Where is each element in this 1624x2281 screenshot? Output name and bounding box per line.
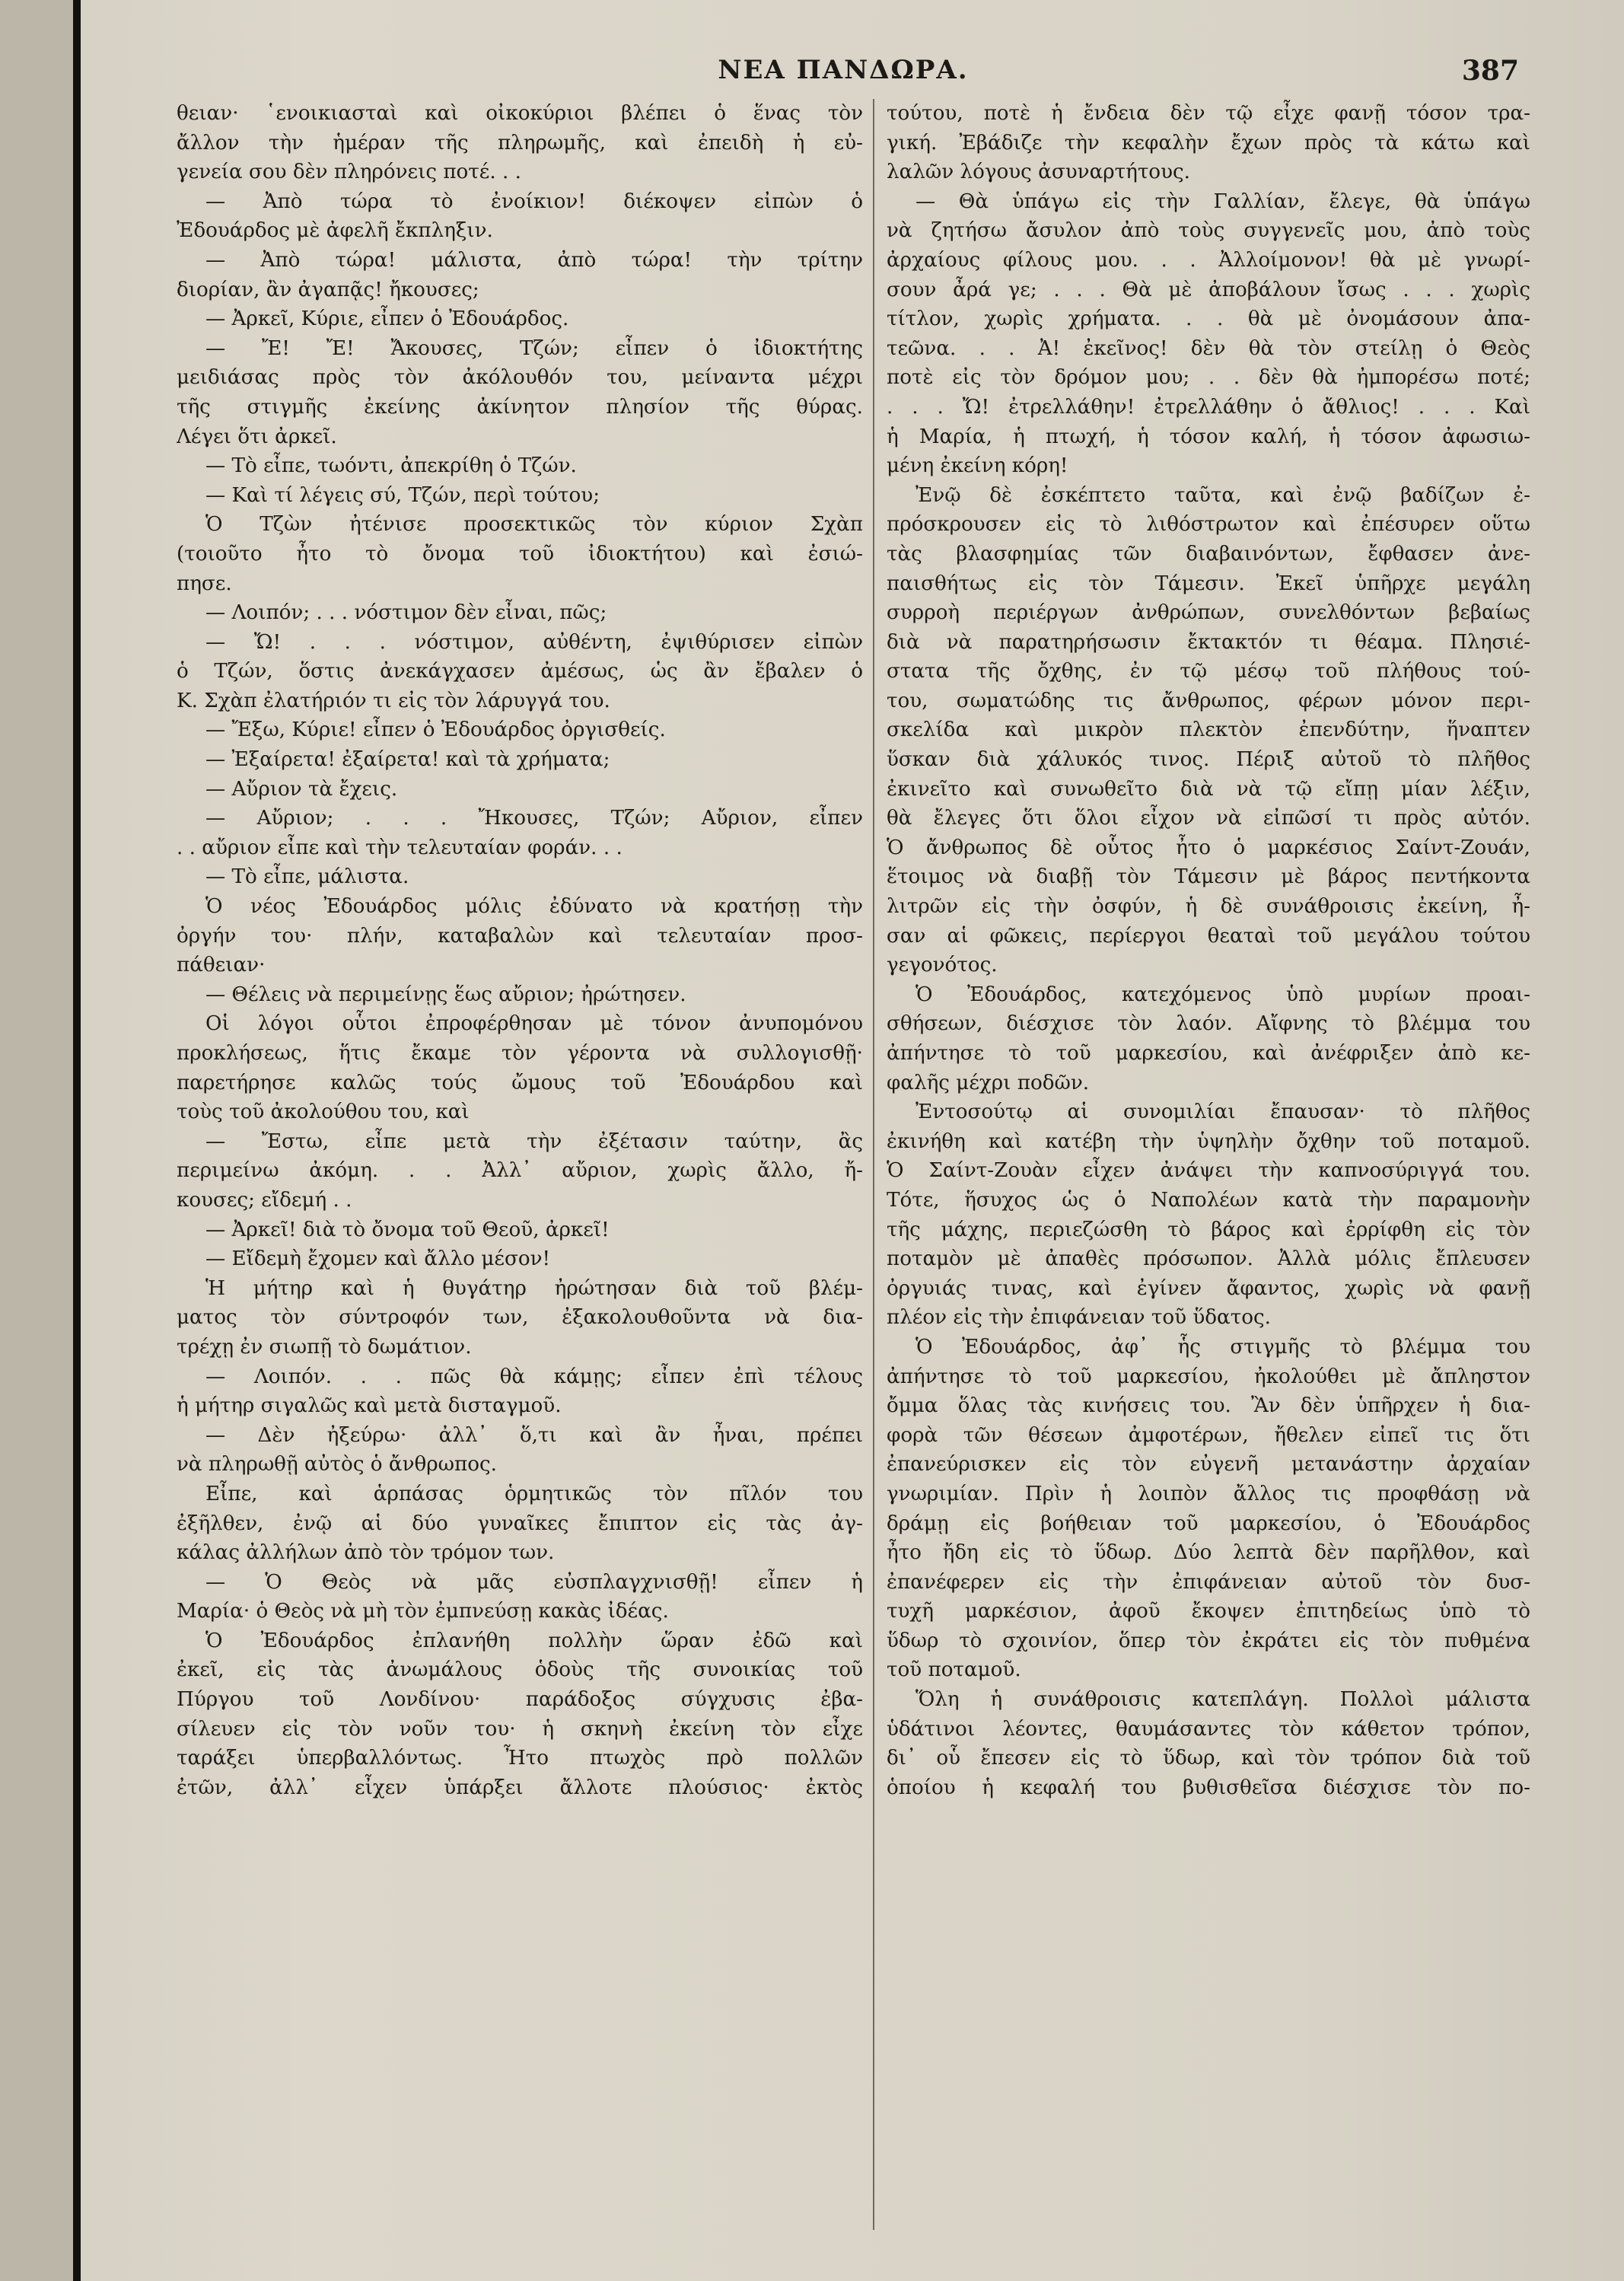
text-line: ἐξῆλθεν, ἐνῷ αἱ δύο γυναῖκες ἔπιπτον εἰς τὰς ἀγ-: [177, 1512, 863, 1535]
binding-shadow-line: [73, 0, 81, 2281]
text-line: ὄμμα ὅλας τὰς κινήσεις του. Ἂν δὲν ὑπῆρχεν ἡ δια-: [887, 1394, 1530, 1418]
text-line: συρροὴ περιέργων ἀνθρώπων, συνελθόντων βεβαίως: [887, 601, 1530, 625]
text-line: . . αὔριον εἶπε καὶ τὴν τελευταίαν φοράν. . .: [177, 836, 623, 859]
text-line: πάθειαν·: [177, 954, 266, 977]
text-line: — Ἐξαίρετα! ἐξαίρετα! καὶ τὰ χρήματα;: [205, 748, 610, 772]
text-line: Λέγει ὅτι ἀρκεῖ.: [177, 425, 337, 448]
text-line: — Ἔξω, Κύριε! εἶπεν ὁ Ἐδουάρδος ὀργισθείς.: [205, 718, 666, 742]
text-line: ἀπήντησε τὸ τοῦ μαρκεσίου, ἠκολούθει μὲ ἄπληστον: [887, 1365, 1530, 1388]
text-line: παρετήρησε καλῶς τούς ὤμους τοῦ Ἐδουάρδου καὶ: [177, 1071, 863, 1094]
running-title: ΝΕΑ ΠΑΝΔΩΡΑ.: [718, 55, 969, 85]
text-line: Κ. Σχὰπ ἐλατήριόν τι εἰς τὸν λάρυγγά του.: [177, 689, 610, 712]
text-line: παισθήτως εἰς τὸν Τάμεσιν. Ἐκεῖ ὑπῆρχε μεγάλη: [887, 572, 1530, 595]
text-line: Ὁ Ἐδουάρδος, ἀφ᾽ ἧς στιγμῆς τὸ βλέμμα του: [915, 1335, 1530, 1359]
text-line: Ἐνῷ δὲ ἐσκέπτετο ταῦτα, καὶ ἐνῷ βαδίζων ἐ-: [915, 483, 1530, 507]
text-line: νὰ ζητήσω ἄσυλον ἀπὸ τοὺς συγγενεῖς μου, ἀπὸ τοὺς: [887, 219, 1530, 243]
text-line: ποτὲ εἰς τὸν δρόμον μου; . . δὲν θὰ ἠμπορέσω ποτέ;: [887, 366, 1530, 390]
text-line: Πύργου τοῦ Λονδίνου· παράδοξος σύγχυσις ἐβα-: [177, 1688, 863, 1712]
text-line: — Ἔ! Ἔ! Ἄκουσες, Τζών; εἶπεν ὁ ἰδιοκτήτης: [205, 336, 863, 360]
text-line: — Αὔριον; . . . Ἤκουσες, Τζών; Αὔριον, εἶπεν: [205, 807, 863, 830]
text-line: Ἡ μήτηρ καὶ ἡ θυγάτηρ ἠρώτησαν διὰ τοῦ βλέμ-: [205, 1276, 863, 1300]
text-line: — Εἴδεμὴ ἔχομεν καὶ ἄλλο μέσον!: [205, 1247, 551, 1271]
text-line: ἕτοιμος νὰ διαβῇ τὸν Τάμεσιν μὲ βάρος πεντήκοντα: [887, 865, 1530, 889]
text-line: ἐτῶν, ἀλλ᾽ εἶχεν ὑπάρξει ἄλλοτε πλούσιος· ἐκτὸς: [177, 1776, 863, 1799]
text-line: — Ἀπὸ τώρα! μάλιστα, ἀπὸ τώρα! τὴν τρίτην: [205, 248, 863, 272]
text-line: ὑδάτινοι λέοντες, θαυμάσαντες τὸν κάθετον τρόπον,: [887, 1717, 1530, 1741]
text-line: — Ἀπὸ τώρα τὸ ἐνοίκιον! διέκοψεν εἰπὼν ὁ: [205, 190, 863, 213]
text-line: του, σωματώδης τις ἄνθρωπος, φέρων μόνον περι-: [887, 689, 1530, 712]
text-line: ὀργυιάς τινας, καὶ ἐγίνεν ἄφαντος, χωρὶς νὰ φανῇ: [887, 1276, 1530, 1300]
text-line: σκελίδα καὶ μικρὸν πλεκτὸν ἐπενδύτην, ἥναπτεν: [887, 718, 1530, 742]
text-line: σίλευεν εἰς τὸν νοῦν του· ἡ σκηνὴ ἐκείνη τὸν εἶχε: [177, 1717, 863, 1741]
text-line: Ὁ ἄνθρωπος δὲ οὗτος ἦτο ὁ μαρκέσιος Σαίντ-Ζουάν,: [887, 836, 1530, 859]
text-line: — Ἔστω, εἶπε μετὰ τὴν ἐξέτασιν ταύτην, ἂς: [205, 1129, 863, 1153]
text-line: ἄλλον τὴν ἡμέραν τῆς πληρωμῆς, καὶ ἐπειδὴ ἡ εὐ-: [177, 131, 863, 155]
text-line: τυχῆ μαρκέσιον, ἀφοῦ ἔκοψεν ἐπιτηδείως ὑπὸ τὸ: [887, 1600, 1530, 1623]
text-line: μένη ἐκείνη κόρη!: [887, 454, 1068, 478]
text-line: σαν αἱ φῶκεις, περίεργοι θεαταὶ τοῦ μεγάλου τούτου: [887, 924, 1530, 948]
text-line: τούτου, ποτὲ ἡ ἔνδεια δὲν τῷ εἶχε φανῇ τόσον τρα-: [887, 102, 1530, 125]
text-line: θὰ ἔλεγες ὅτι ὅλοι εἶχον νὰ εἰπῶσί τι πρὸς αὐτόν.: [887, 807, 1530, 830]
text-line: τὰς βλασφημίας τῶν διαβαινόντων, ἔφθασεν ἀνε-: [887, 542, 1530, 565]
text-line: σουν ἆρά γε; . . . Θὰ μὲ ἀποβάλουν ἴσως . . . χωρὶς: [887, 278, 1530, 301]
text-line: τρέχῃ ἐν σιωπῇ τὸ δωμάτιον.: [177, 1335, 472, 1359]
text-line: ὁ Τζών, ὅστις ἀνεκάγχασεν ἀμέσως, ὡς ἂν ἔβαλεν ὁ: [177, 660, 863, 683]
text-line: ἡ μήτηρ σιγαλῶς καὶ μετὰ δισταγμοῦ.: [177, 1394, 562, 1418]
text-line: τοὺς τοῦ ἀκολούθου του, καὶ: [177, 1101, 470, 1124]
text-line: — Λοιπόν. . . πῶς θὰ κάμῃς; εἶπεν ἐπὶ τέλους: [205, 1365, 863, 1388]
text-line: — Δὲν ἠξεύρω· ἀλλ᾽ ὅ,τι καὶ ἂν ἦναι, πρέπει: [205, 1423, 863, 1447]
text-line: γενεία σου δὲν πληρόνεις ποτέ. . .: [177, 161, 521, 184]
text-line: ὕδωρ τὸ σχοινίον, ὅπερ τὸν ἐκράτει εἰς τὸν πυθμένα: [887, 1629, 1530, 1652]
text-line: γνωριμίαν. Πρὶν ἡ λοιπὸν ἄλλος τις προφθάσῃ νὰ: [887, 1482, 1530, 1505]
text-line: Μαρία· ὁ Θεὸς νὰ μὴ τὸν ἐμπνεύσῃ κακὰς ἰδέας.: [177, 1600, 669, 1623]
text-line: . . . Ὤ! ἐτρελλάθην! ἐτρελλάθην ὁ ἄθλιος! . . . Καὶ: [887, 395, 1530, 419]
text-line: ταράξει ὑπερβαλλόντως. Ἦτο πτωχὸς πρὸ πολλῶν: [177, 1747, 863, 1770]
running-header: [167, 55, 1519, 93]
text-line: Ὁ Σαίντ-Ζουὰν εἶχεν ἀνάψει τὴν καπνοσύριγγά του.: [887, 1159, 1530, 1183]
text-line: Οἱ λόγοι οὗτοι ἐπροφέρθησαν μὲ τόνον ἀνυπομόνου: [205, 1012, 863, 1036]
text-line: θειαν· ῾ενοικιασταὶ καὶ οἰκοκύριοι βλέπει ὁ ἕνας τὸν: [177, 102, 863, 125]
right-text-column: [887, 99, 1530, 1802]
text-line: Εἶπε, καὶ ἁρπάσας ὁρμητικῶς τὸν πῖλόν του: [205, 1482, 863, 1505]
text-line: πρόσκρουσεν εἰς τὸ λιθόστρωτον καὶ ἐπέσυρεν οὕτω: [887, 513, 1530, 537]
page-binding-edge: [0, 0, 78, 2281]
text-line: φορὰ τῶν θέσεων ἀμφοτέρων, ἤθελεν εἰπεῖ τις ὅτι: [887, 1423, 1530, 1447]
text-line: μειδιάσας πρὸς τὸν ἀκόλουθόν του, μείναντα μέχρι: [177, 366, 863, 390]
text-line: τεῶνα. . . Ἀ! ἐκεῖνος! δὲν θὰ τὸν στείλῃ ὁ Θεὸς: [887, 336, 1530, 360]
text-line: τῆς μάχης, περιεζώσθη τὸ βάρος καὶ ἐρρίφθη εἰς τὸν: [887, 1218, 1530, 1241]
text-line: — Ἀρκεῖ! διὰ τὸ ὄνομα τοῦ Θεοῦ, ἀρκεῖ!: [205, 1218, 610, 1241]
text-line: φαλῆς μέχρι ποδῶν.: [887, 1071, 1090, 1094]
text-line: γική. Ἐβάδιζε τὴν κεφαλὴν ἔχων πρὸς τὰ κάτω καὶ: [887, 131, 1530, 155]
text-line: ἐκινεῖτο καὶ συνωθεῖτο διὰ νὰ τῷ εἴπῃ μίαν λέξιν,: [887, 777, 1530, 801]
text-line: νὰ πληρωθῇ αὐτὸς ὁ ἄνθρωπος.: [177, 1453, 497, 1477]
text-line: λαλῶν λόγους ἀσυναρτήτους.: [887, 161, 1190, 184]
text-line: (τοιοῦτο ἦτο τὸ ὄνομα τοῦ ἰδιοκτήτου) καὶ ἐσιώ-: [177, 542, 863, 565]
text-line: Ἐδουάρδος μὲ ἀφελῆ ἔκπληξιν.: [177, 219, 493, 243]
text-line: — Θέλεις νὰ περιμείνῃς ἕως αὔριον; ἠρώτησεν.: [205, 983, 686, 1006]
text-line: ματος τὸν σύντροφόν των, ἐξακολουθοῦντα νὰ δια-: [177, 1306, 863, 1330]
text-line: περιμείνω ἀκόμη. . . Ἀλλ᾽ αὔριον, χωρὶς ἄλλο, ἤ-: [177, 1159, 863, 1183]
text-line: — Αὔριον τὰ ἔχεις.: [205, 777, 398, 801]
text-line: ὀργήν του· πλήν, καταβαλὼν καὶ τελευταίαν προσ-: [177, 924, 863, 948]
text-line: ἀρχαίους φίλους μου. . . Ἀλλοίμονον! θὰ μὲ γνωρί-: [887, 248, 1530, 272]
text-line: πλέον εἰς τὴν ἐπιφάνειαν τοῦ ὕδατος.: [887, 1306, 1271, 1330]
text-line: — Ὁ Θεὸς νὰ μᾶς εὐσπλαγχνισθῇ! εἶπεν ἡ: [205, 1570, 863, 1594]
text-line: δι᾽ οὗ ἔπεσεν εἰς τὸ ὕδωρ, καὶ τὸν τρόπον διὰ τοῦ: [887, 1747, 1530, 1770]
text-line: — Λοιπόν; . . . νόστιμον δὲν εἶναι, πῶς;: [205, 601, 607, 625]
text-line: πησε.: [177, 572, 232, 595]
page-number: 387: [1461, 55, 1519, 87]
text-line: ποταμὸν μὲ ἀπαθὲς πρόσωπον. Ἀλλὰ μόλις ἔπλευσεν: [887, 1247, 1530, 1271]
text-line: προκλήσεως, ἥτις ἔκαμε τὸν γέροντα νὰ συλλογισθῇ·: [177, 1042, 863, 1065]
text-line: ἀπήντησε τὸ τοῦ μαρκεσίου, καὶ ἀνέφριξεν ἀπὸ κε-: [887, 1042, 1530, 1065]
text-line: στατα τῆς ὄχθης, ἐν τῷ μέσῳ τοῦ πλήθους τού-: [887, 660, 1530, 683]
text-line: ἡ Μαρία, ἡ πτωχή, ἡ τόσον καλή, ἡ τόσον ἀφωσιω-: [887, 425, 1530, 448]
text-line: ὁποίου ἡ κεφαλή του βυθισθεῖσα διέσχισε τὸν πο-: [887, 1776, 1530, 1799]
text-line: ἐκινήθη καὶ κατέβη τὴν ὑψηλὴν ὄχθην τοῦ ποταμοῦ.: [887, 1129, 1530, 1153]
text-line: — Ὤ! . . . νόστιμον, αὐθέντη, ἐψιθύρισεν εἰπὼν: [205, 630, 863, 654]
text-line: ἐκεῖ, εἰς τὰς ἀνωμάλους ὁδοὺς τῆς συνοικίας τοῦ: [177, 1658, 863, 1682]
text-line: — Τὸ εἶπε, τωόντι, ἀπεκρίθη ὁ Τζών.: [205, 454, 577, 478]
text-line: δράμῃ εἰς βοήθειαν τοῦ μαρκεσίου, ὁ Ἐδουάρδος: [887, 1512, 1530, 1535]
text-line: τῆς στιγμῆς ἐκείνης ἀκίνητον πλησίον τῆς θύρας.: [177, 395, 863, 419]
text-line: Ἐντοσούτῳ αἱ συνομιλίαι ἔπαυσαν· τὸ πλῆθος: [915, 1101, 1530, 1124]
text-line: ἦτο ἤδη εἰς τὸ ὕδωρ. Δύο λεπτὰ δὲν παρῆλθον, καὶ: [887, 1541, 1530, 1565]
text-line: Ὅλη ἡ συνάθροισις κατεπλάγη. Πολλοὶ μάλιστα: [915, 1688, 1530, 1712]
text-line: Ὁ Ἐδουάρδος ἐπλανήθη πολλὴν ὥραν ἐδῶ καὶ: [205, 1629, 863, 1652]
left-text-column: [177, 99, 863, 1802]
text-line: γεγονότος.: [887, 954, 998, 977]
text-line: διὰ νὰ παρατηρήσωσιν ἔκτακτόν τι θέαμα. Πλησιέ-: [887, 630, 1530, 654]
text-line: — Τὸ εἶπε, μάλιστα.: [205, 865, 409, 889]
text-line: — Θὰ ὑπάγω εἰς τὴν Γαλλίαν, ἔλεγε, θὰ ὑπάγω: [915, 190, 1530, 213]
text-line: τοῦ ποταμοῦ.: [887, 1658, 1021, 1682]
text-line: ἐπανέφερεν εἰς τὴν ἐπιφάνειαν αὐτοῦ τὸν δυσ-: [887, 1570, 1530, 1594]
text-line: σθήσεων, διέσχισε τὸν λαόν. Αἴφνης τὸ βλέμμα του: [887, 1012, 1530, 1036]
text-line: ἐπανεύρισκεν εἰς τὸν εὐγενῆ μετανάστην ἀρχαίαν: [887, 1453, 1530, 1477]
text-line: ὕσκαν διὰ χάλυκός τινος. Πέριξ αὐτοῦ τὸ πλῆθος: [887, 748, 1530, 772]
text-line: κάλας ἀλλήλων ἀπὸ τὸν τρόμον των.: [177, 1541, 555, 1565]
text-line: Ὁ Τζὼν ἠτένισε προσεκτικῶς τὸν κύριον Σχὰπ: [205, 513, 863, 537]
text-line: τίτλον, χωρὶς χρήματα. . . θὰ μὲ ὀνομάσουν ἀπα-: [887, 307, 1530, 331]
text-line: — Ἀρκεῖ, Κύριε, εἶπεν ὁ Ἐδουάρδος.: [205, 307, 569, 331]
text-line: — Καὶ τί λέγεις σύ, Τζών, περὶ τούτου;: [205, 483, 600, 507]
text-line: λιτρῶν εἰς τὴν ὀσφύν, ἡ δὲ συνάθροισις ἐκείνη, ἦ-: [887, 895, 1530, 919]
text-line: Ὁ νέος Ἐδουάρδος μόλις ἐδύνατο νὰ κρατήσῃ τὴν: [205, 895, 863, 919]
text-line: Τότε, ἥσυχος ὡς ὁ Ναπολέων κατὰ τὴν παραμονὴν: [887, 1188, 1530, 1212]
text-line: κουσες; εἴδεμή . .: [177, 1188, 352, 1212]
column-divider: [873, 99, 874, 2230]
text-line: διορίαν, ἂν ἀγαπᾷς! ἤκουσες;: [177, 278, 479, 301]
text-line: Ὁ Ἐδουάρδος, κατεχόμενος ὑπὸ μυρίων προαι-: [915, 983, 1530, 1006]
